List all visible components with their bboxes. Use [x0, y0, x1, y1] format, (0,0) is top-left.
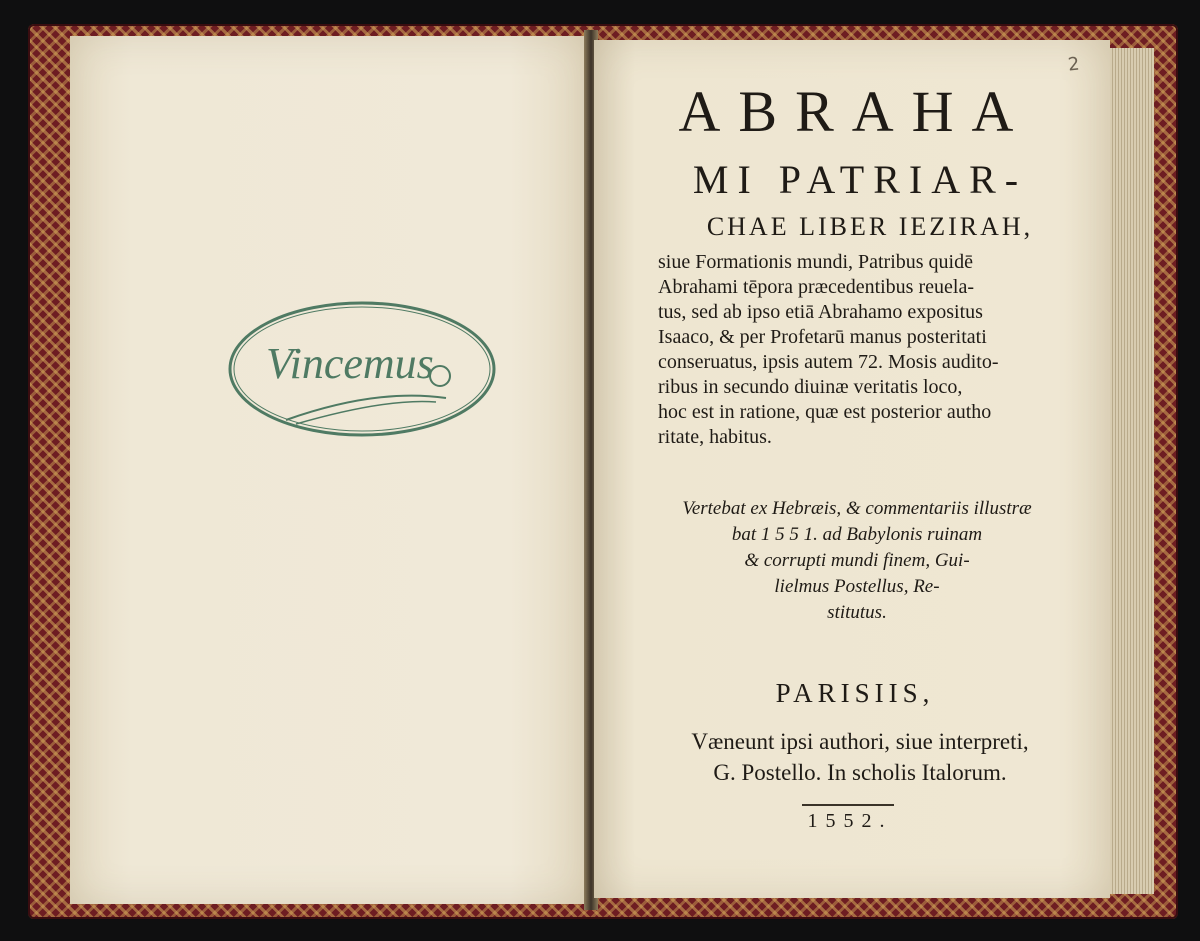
imprint-year: 1552. — [807, 810, 893, 832]
subtitle-line: siue Formationis mundi, Patribus quidē — [658, 251, 973, 273]
imprint-place: PARISIIS, — [775, 678, 935, 708]
title-line-3: CHAE LIBER IEZIRAH, — [706, 212, 1034, 241]
subtitle-line: Isaaco, & per Profetarū manus posteritati — [658, 326, 987, 348]
page-edges — [1110, 48, 1154, 894]
stamp-mark — [226, 298, 498, 440]
title-line-1: ABRAHA — [678, 79, 1032, 144]
ownership-stamp — [226, 298, 498, 440]
title-line-2: MI PATRIAR- — [692, 157, 1028, 202]
subtitle-line: ritate, habitus. — [658, 426, 772, 448]
subtitle-line: tus, sed ab ipso etiā Abrahamo expositus — [658, 301, 983, 323]
imprint-line: G. Postello. In scholis Italorum. — [713, 760, 1007, 785]
translator-line: lielmus Postellus, Re- — [774, 576, 940, 597]
subtitle-line: Abrahami tēpora præcedentibus reuela- — [658, 276, 974, 298]
translator-line: bat 1 5 5 1. ad Babylonis ruinam — [731, 524, 983, 545]
stamp-text: Vincemus — [266, 339, 434, 388]
imprint-block — [640, 726, 1080, 788]
imprint-rule — [802, 804, 894, 806]
translator-line: Vertebat ex Hebræis, & commentariis illustræ — [682, 498, 1032, 519]
translator-line: stitutus. — [827, 602, 887, 623]
translator-line: & corrupti mundi finem, Gui- — [744, 550, 970, 571]
subtitle-block — [658, 250, 1084, 450]
subtitle-line: ribus in secundo diuinæ veritatis loco, — [658, 376, 963, 398]
subtitle-line: conseruatus, ipsis autem 72. Mosis audito- — [658, 351, 999, 373]
left-page — [70, 36, 588, 904]
page-number: 2 — [1066, 53, 1081, 76]
subtitle-line: hoc est in ratione, quæ est posterior autho — [658, 401, 992, 423]
translator-note — [642, 496, 1072, 626]
imprint-line: Væneunt ipsi authori, siue interpreti, — [691, 729, 1029, 754]
